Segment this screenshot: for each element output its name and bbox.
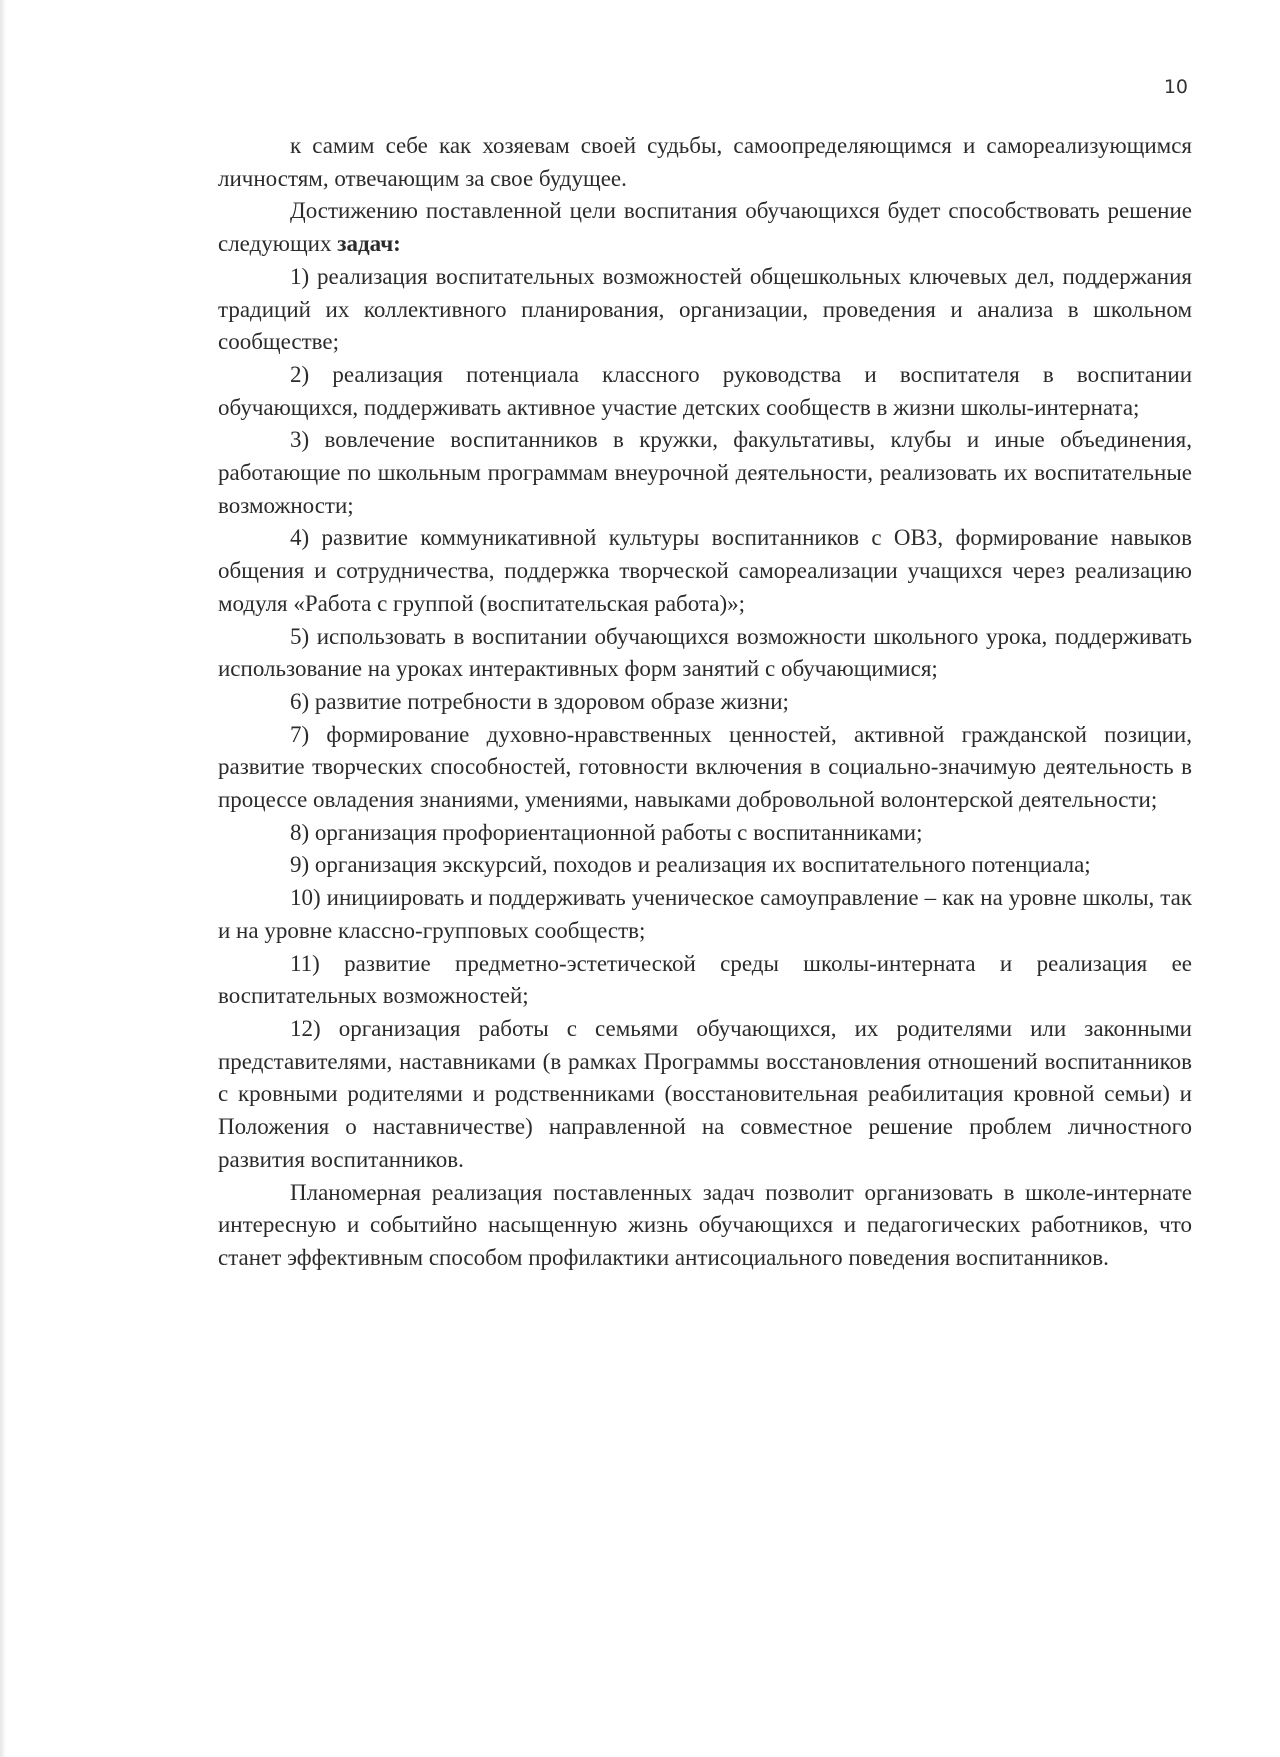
tasks-intro-text: Достижению поставленной цели воспитания обучающихся будет способствовать решение следующих — [218, 198, 1192, 257]
task-item-11: 11) развитие предметно-эстетической среды школы-интерната и реализация ее воспитательных возможностей; — [218, 950, 1192, 1009]
task-item-9: 9) организация экскурсий, походов и реализация их воспитательного потенциала; — [290, 852, 1091, 878]
page-number: 10 — [1163, 76, 1188, 98]
task-item-10: 10) инициировать и поддерживать ученическое самоуправление – как на уровне школы, так и на уровне классно-групповых сообществ; — [218, 885, 1192, 943]
task-item-2: 2) реализация потенциала классного руководства и воспитателя в воспитании обучающихся, поддерживать активное участие детских сообществ в жизни школы-интерната; — [218, 361, 1192, 420]
task-item-12: 12) организация работы с семьями обучающихся, их родителями или законными представителями, наставниками (в рамках Программы восстановления отношений воспитанников с кровными родителями и родственниками (восстановительная реабилитация кровной семьи) и Положения о наставничестве) направленной на совместное решение проблем личностного развития воспитанников. — [218, 1015, 1192, 1172]
task-item-8: 8) организация профориентационной работы с воспитанниками; — [290, 819, 923, 845]
tasks-intro-paragraph — [218, 195, 1192, 260]
task-item-3: 3) вовлечение воспитанников в кружки, факультативы, клубы и иные объединения, работающие по школьным программам внеурочной деятельности, реализовать их воспитательные возможности; — [218, 427, 1192, 518]
intro-continuation-paragraph: к самим себе как хозяевам своей судьбы, самоопределяющимся и самореализующимся личностям, отвечающим за свое будущее. — [218, 133, 1192, 191]
task-item-6: 6) развитие потребности в здоровом образе жизни; — [290, 688, 789, 714]
tasks-intro-bold: задач: — [337, 231, 401, 257]
task-item-4: 4) развитие коммуникативной культуры воспитанников с ОВЗ, формирование навыков общения и сотрудничества, поддержка творческой самореализации учащихся через реализацию модуля «Работа с группой (воспитательская работа)»; — [218, 525, 1192, 616]
task-item-7: 7) формирование духовно-нравственных ценностей, активной гражданской позиции, развитие творческих способностей, готовности включения в социально-значимую деятельность в процессе овладения знаниями, умениями, навыками добровольной волонтерской деятельности; — [218, 721, 1192, 813]
conclusion-paragraph: Планомерная реализация поставленных задач позволит организовать в школе-интернате интересную и событийно насыщенную жизнь обучающихся и педагогических работников, что станет эффективным способом профилактики антисоциального поведения воспитанников. — [218, 1179, 1192, 1270]
task-item-1: 1) реализация воспитательных возможностей общешкольных ключевых дел, поддержания традиций их коллективного планирования, организации, проведения и анализа в школьном сообществе; — [218, 263, 1192, 355]
task-item-5: 5) использовать в воспитании обучающихся возможности школьного урока, поддерживать использование на уроках интерактивных форм занятий с обучающимися; — [218, 623, 1192, 682]
page-content — [218, 130, 1192, 1275]
scan-edge-shadow — [0, 0, 6, 1757]
